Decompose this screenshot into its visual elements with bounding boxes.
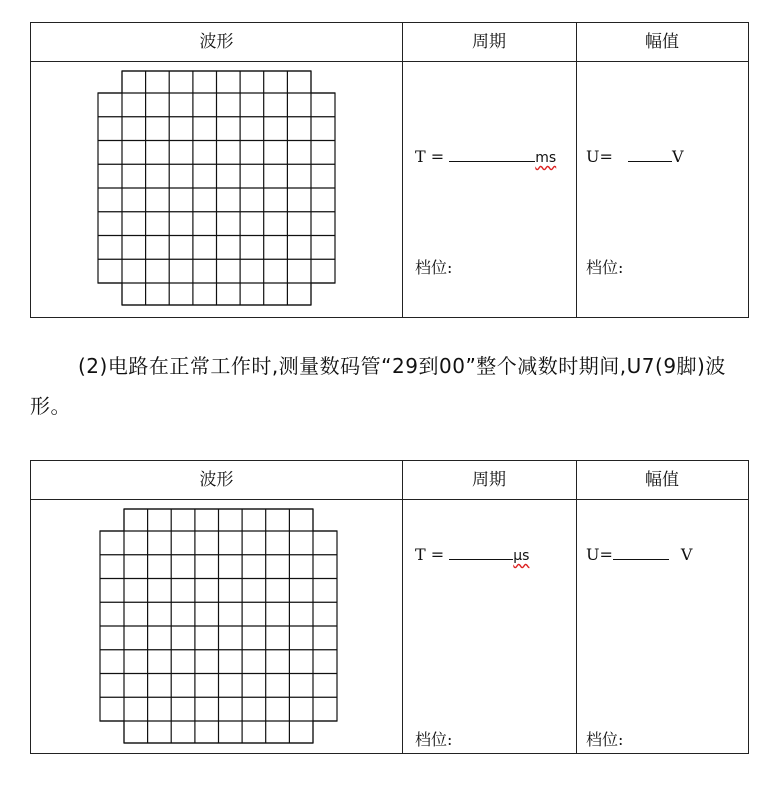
oscilloscope-grid bbox=[31, 499, 402, 755]
column-divider bbox=[402, 23, 403, 317]
amplitude-blank[interactable] bbox=[613, 545, 669, 560]
amplitude-blank[interactable] bbox=[628, 147, 672, 162]
instruction-paragraph: (2)电路在正常工作时,测量数码管“29到00”整个减数时期间,U7(9脚)波形。 bbox=[30, 354, 726, 418]
period-field[interactable] bbox=[415, 545, 529, 564]
header-amplitude: 幅值 bbox=[645, 470, 679, 490]
amplitude-prefix: U= bbox=[586, 545, 613, 564]
column-divider bbox=[576, 23, 577, 317]
column-divider bbox=[576, 461, 577, 753]
amplitude-range-label: 档位: bbox=[586, 730, 624, 749]
amplitude-unit: V bbox=[671, 147, 684, 166]
period-blank[interactable] bbox=[449, 545, 513, 560]
header-period: 周期 bbox=[472, 32, 506, 52]
waveform-table-2 bbox=[30, 460, 749, 754]
period-range-label: 档位: bbox=[415, 258, 453, 277]
period-prefix: T = bbox=[415, 147, 445, 166]
header-waveform: 波形 bbox=[199, 32, 234, 52]
oscilloscope-grid bbox=[31, 61, 402, 317]
amplitude-field[interactable] bbox=[586, 545, 692, 564]
column-divider bbox=[402, 461, 403, 753]
period-field[interactable] bbox=[415, 147, 556, 166]
period-range-label: 档位: bbox=[415, 730, 453, 749]
period-unit: ms bbox=[535, 150, 557, 166]
period-unit: μs bbox=[513, 548, 530, 564]
amplitude-prefix: U= bbox=[586, 147, 613, 166]
period-blank[interactable] bbox=[449, 147, 535, 162]
amplitude-unit: V bbox=[680, 545, 693, 564]
waveform-table-1 bbox=[30, 22, 749, 318]
period-prefix: T = bbox=[415, 545, 445, 564]
amplitude-range-label: 档位: bbox=[586, 258, 624, 277]
header-waveform: 波形 bbox=[199, 470, 234, 490]
header-period: 周期 bbox=[472, 470, 506, 490]
amplitude-field[interactable] bbox=[586, 147, 684, 166]
header-amplitude: 幅值 bbox=[645, 32, 679, 52]
